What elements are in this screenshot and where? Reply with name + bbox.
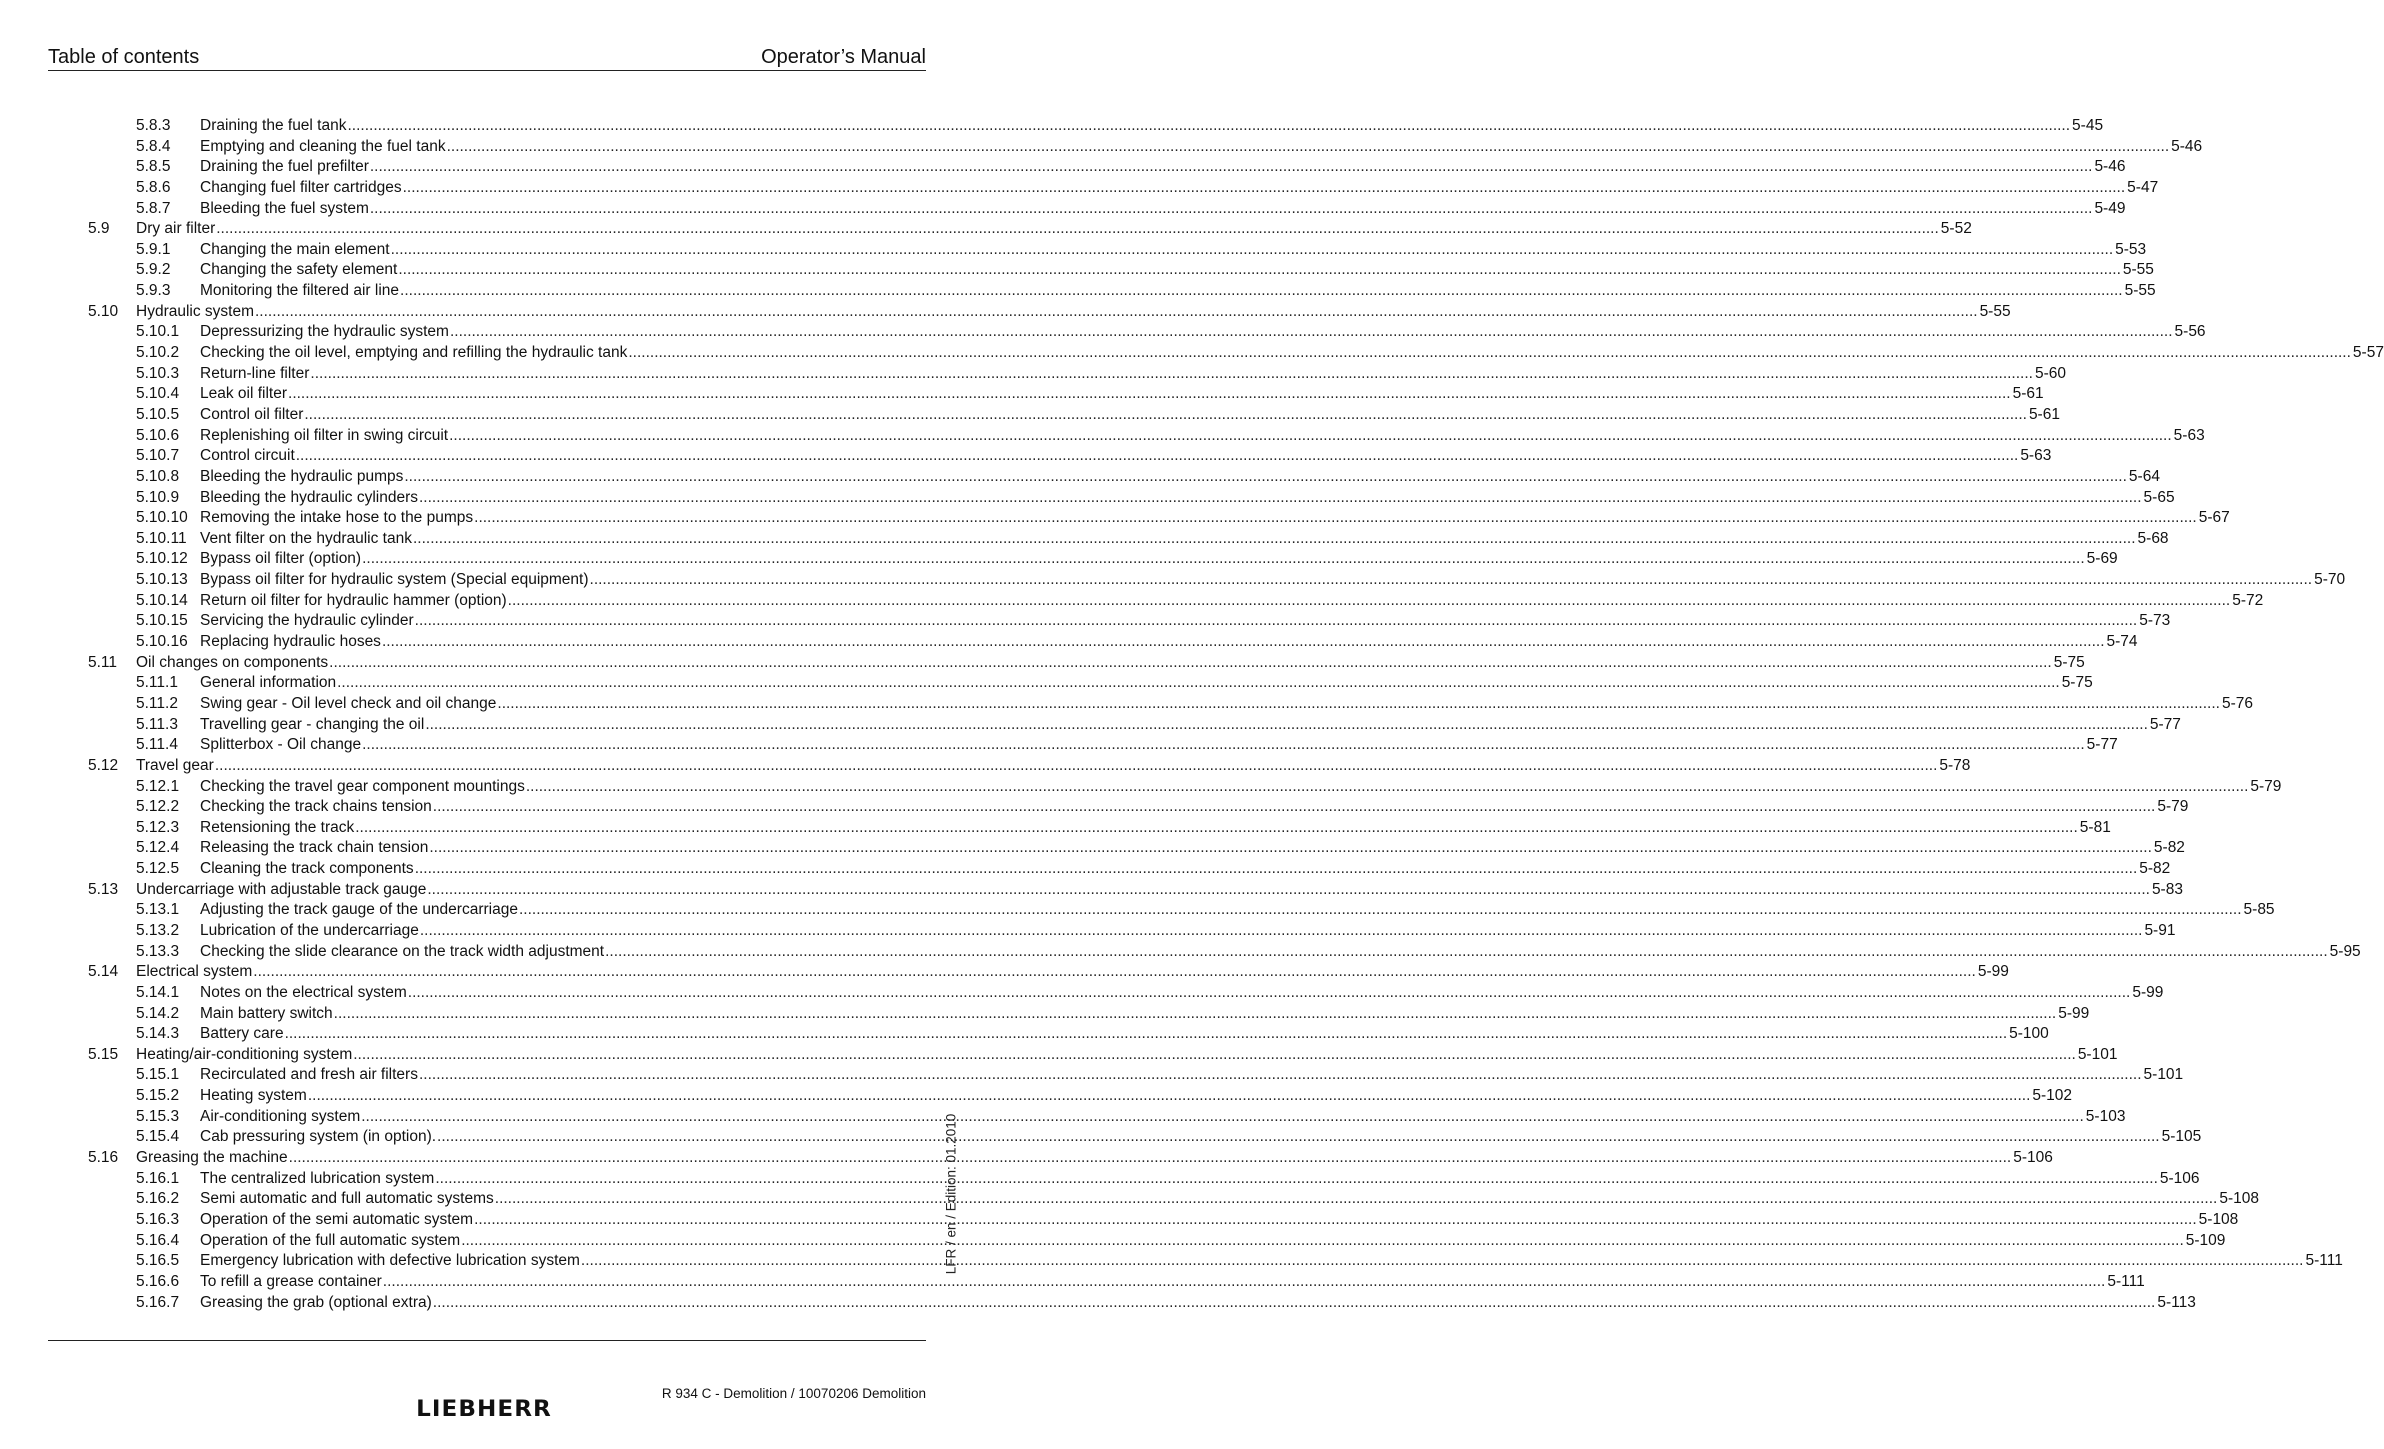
toc-dot-leader: ................................................................................................................................................................................................................................................................................................................................................................................................................ [288,1149,2012,1167]
toc-entry[interactable] [88,1210,2239,1232]
toc-entry-page: 5-63 [2173,426,2205,444]
toc-dot-leader: ................................................................................................................................................................................................................................................................................................................................................................................................................ [437,1128,2160,1146]
toc-entry[interactable] [88,880,2183,902]
toc-entry-title: Retensioning the track [200,818,355,836]
toc-entry-number: 5.8.6 [136,178,171,196]
toc-entry-number: 5.16.6 [136,1272,180,1290]
toc-entry-page: 5-106 [2013,1149,2053,1167]
toc-entry[interactable] [88,942,2361,964]
toc-entry[interactable] [88,323,2206,344]
toc-entry-page: 5-49 [2094,199,2126,217]
toc-dot-leader: ................................................................................................................................................................................................................................................................................................................................................................................................................ [404,467,2127,485]
toc-entry-page: 5-77 [2149,715,2181,733]
toc-entry-number: 5.13.1 [136,901,180,919]
toc-dot-leader: ................................................................................................................................................................................................................................................................................................................................................................................................................ [398,261,2121,279]
toc-entry-number: 5.11.3 [136,715,178,733]
toc-entry[interactable] [88,963,2009,984]
toc-entry-number: 5.10.10 [136,509,188,527]
toc-entry-page: 5-64 [2128,467,2160,485]
toc-entry-page: 5-52 [1940,220,1972,238]
toc-entry-title: Operation of the semi automatic system [200,1210,474,1228]
toc-entry[interactable] [88,798,2189,819]
toc-entry-page: 5-77 [2086,736,2118,754]
toc-entry-title: Monitoring the filtered air line [200,282,400,300]
toc-entry-page: 5-91 [2144,921,2176,939]
toc-entry[interactable] [88,1045,2118,1067]
toc-entry[interactable] [88,653,2085,675]
toc-entry[interactable] [88,158,2126,179]
toc-entry-title: Hydraulic system [136,302,254,320]
toc-entry-number: 5.10.13 [136,571,188,589]
toc-entry-title: Recirculated and fresh air filters [200,1066,418,1084]
toc-dot-leader: ................................................................................................................................................................................................................................................................................................................................................................................................................ [310,364,2033,382]
toc-entry-number: 5.14 [88,963,119,981]
toc-entry-title: Lubrication of the undercarriage [200,921,419,939]
toc-entry-page: 5-60 [2034,364,2066,382]
toc-dot-leader: ................................................................................................................................................................................................................................................................................................................................................................................................................ [414,612,2138,630]
toc-entry-title: Control circuit [200,447,295,465]
toc-entry[interactable] [88,818,2111,840]
toc-entry[interactable] [88,1231,2226,1253]
toc-entry-title: Draining the fuel prefilter [200,158,369,176]
toc-entry-number: 5.16.5 [136,1252,180,1270]
toc-entry[interactable] [88,1293,2196,1315]
toc-dot-leader: ................................................................................................................................................................................................................................................................................................................................................................................................................ [333,1004,2057,1022]
toc-entry-page: 5-73 [2139,612,2171,630]
toc-dot-leader: ................................................................................................................................................................................................................................................................................................................................................................................................................ [400,282,2123,300]
toc-entry[interactable] [88,571,2346,592]
toc-dot-leader: ................................................................................................................................................................................................................................................................................................................................................................................................................ [449,426,2172,444]
toc-entry-page: 5-79 [2157,798,2189,816]
toc-entry[interactable] [88,1107,2126,1129]
toc-entry-number: 5.10 [88,302,119,320]
toc-entry-title: Checking the slide clearance on the track width adjustment [200,942,605,960]
toc-entry[interactable] [88,550,2118,571]
toc-dot-leader: ................................................................................................................................................................................................................................................................................................................................................................................................................ [353,1045,2076,1063]
toc-entry-title: General information [200,674,337,692]
toc-dot-leader: ................................................................................................................................................................................................................................................................................................................................................................................................................ [580,1252,2304,1270]
toc-entry-number: 5.15.4 [136,1128,180,1146]
toc-entry-title: Undercarriage with adjustable track gauge [136,880,427,898]
toc-entry-title: Heating system [200,1087,307,1105]
toc-entry[interactable] [88,1252,2343,1273]
toc-entry-number: 5.9.2 [136,261,171,279]
toc-dot-leader: ................................................................................................................................................................................................................................................................................................................................................................................................................ [507,591,2231,609]
toc-dot-leader: ................................................................................................................................................................................................................................................................................................................................................................................................................ [589,571,2313,589]
toc-entry-title: Draining the fuel tank [200,117,347,134]
toc-entry-title: Bleeding the hydraulic cylinders [200,488,418,506]
toc-entry-number: 5.9 [88,220,110,238]
toc-entry-number: 5.12.1 [136,777,180,795]
toc-dot-leader: ................................................................................................................................................................................................................................................................................................................................................................................................................ [427,880,2150,898]
toc-dot-leader: ................................................................................................................................................................................................................................................................................................................................................................................................................ [474,509,2197,527]
toc-entry[interactable] [88,591,2264,613]
toc-entry-number: 5.16 [88,1149,119,1167]
toc-entry-title: To refill a grease container [200,1272,382,1290]
toc-dot-leader: ................................................................................................................................................................................................................................................................................................................................................................................................................ [355,818,2078,836]
toc-entry-title: Changing fuel filter cartridges [200,178,402,196]
toc-entry-page: 5-85 [2243,901,2275,919]
toc-entry[interactable] [88,1272,2145,1294]
toc-entry-number: 5.16.1 [136,1169,180,1187]
toc-entry-number: 5.10.7 [136,447,180,465]
toc-entry[interactable] [88,364,2066,386]
toc-entry-page: 5-70 [2314,571,2346,589]
toc-entry[interactable] [88,426,2205,448]
toc-dot-leader: ................................................................................................................................................................................................................................................................................................................................................................................................................ [414,860,2138,878]
toc-dot-leader: ................................................................................................................................................................................................................................................................................................................................................................................................................ [362,550,2085,568]
toc-entry-page: 5-106 [2159,1169,2200,1187]
toc-entry-title: Travelling gear - changing the oil [200,715,425,733]
toc-entry[interactable] [88,674,2093,695]
toc-entry[interactable] [88,901,2275,922]
toc-entry-page: 5-67 [2198,509,2230,527]
toc-entry[interactable] [88,302,2011,324]
toc-entry-page: 5-113 [2157,1293,2196,1311]
toc-entry-number: 5.13.2 [136,921,180,939]
toc-entry-title: Bleeding the hydraulic pumps [200,467,404,485]
toc-entry[interactable] [88,921,2176,943]
toc-dot-leader: ................................................................................................................................................................................................................................................................................................................................................................................................................ [307,1087,2031,1105]
toc-entry-title: Heating/air-conditioning system [136,1045,353,1063]
toc-dot-leader: ................................................................................................................................................................................................................................................................................................................................................................................................................ [295,447,2019,465]
toc-entry[interactable] [88,261,2154,282]
toc-dot-leader: ................................................................................................................................................................................................................................................................................................................................................................................................................ [369,158,2093,176]
toc-entry-page: 5-74 [2106,633,2138,651]
toc-dot-leader: ................................................................................................................................................................................................................................................................................................................................................................................................................ [361,1107,2084,1125]
toc-entry-title: Cab pressuring system (in option). [200,1128,437,1146]
toc-entry-page: 5-57 [2352,344,2384,362]
toc-entry-title: Oil changes on components [136,653,329,671]
toc-entry-page: 5-109 [2185,1231,2226,1249]
toc-entry-number: 5.8.3 [136,117,171,134]
toc-entry-page: 5-55 [1979,302,2011,320]
toc-entry-title: Depressurizing the hydraulic system [200,323,449,341]
toc-entry-title: Cleaning the track components [200,860,414,878]
toc-entry-page: 5-95 [2329,942,2361,960]
toc-entry-title: Bypass oil filter (option) [200,550,362,568]
footer-divider [48,1340,926,1341]
toc-dot-leader: ................................................................................................................................................................................................................................................................................................................................................................................................................ [369,199,2093,217]
toc-entry-number: 5.10.11 [136,529,187,547]
toc-dot-leader: ................................................................................................................................................................................................................................................................................................................................................................................................................ [337,674,2060,692]
toc-entry[interactable] [88,860,2171,881]
toc-entry[interactable] [88,633,2138,654]
page-header [48,44,926,71]
toc-entry-title: Replenishing oil filter in swing circuit [200,426,449,444]
toc-dot-leader: ................................................................................................................................................................................................................................................................................................................................................................................................................ [429,839,2152,857]
toc-entry[interactable] [88,612,2171,633]
toc-entry-number: 5.8.4 [136,137,171,155]
toc-entry[interactable] [88,694,2253,716]
toc-entry-page: 5-61 [2012,385,2044,403]
toc-entry-title: Removing the intake hose to the pumps [200,509,474,527]
toc-dot-leader: ................................................................................................................................................................................................................................................................................................................................................................................................................ [432,798,2156,816]
toc-entry[interactable] [88,509,2230,530]
toc-dot-leader: ................................................................................................................................................................................................................................................................................................................................................................................................................ [628,344,2351,362]
toc-entry-number: 5.16.2 [136,1190,180,1208]
toc-entry-number: 5.10.1 [136,323,180,341]
toc-dot-leader: ................................................................................................................................................................................................................................................................................................................................................................................................................ [605,942,2328,960]
toc-entry-title: Operation of the full automatic system [200,1231,461,1249]
toc-entry-title: Emergency lubrication with defective lubrication system [200,1252,580,1270]
toc-entry-number: 5.13 [88,880,119,898]
toc-entry-title: Swing gear - Oil level check and oil change [200,694,497,712]
toc-entry-title: Dry air filter [136,220,216,238]
toc-entry-page: 5-101 [2077,1045,2118,1063]
toc-entry[interactable] [88,736,2118,757]
toc-entry[interactable] [88,1169,2200,1191]
toc-entry-title: Return-line filter [200,364,310,382]
toc-entry-title: Adjusting the track gauge of the undercarriage [200,901,518,919]
toc-dot-leader: ................................................................................................................................................................................................................................................................................................................................................................................................................ [418,1066,2142,1084]
toc-entry-number: 5.11.4 [136,736,178,754]
toc-dot-leader: ................................................................................................................................................................................................................................................................................................................................................................................................................ [288,385,2011,403]
toc-entry[interactable] [88,529,2169,551]
toc-entry[interactable] [88,715,2181,737]
toc-entry-page: 5-46 [2171,137,2203,155]
toc-dot-leader: ................................................................................................................................................................................................................................................................................................................................................................................................................ [474,1210,2197,1228]
toc-entry-number: 5.10.6 [136,426,180,444]
toc-entry-number: 5.12 [88,756,119,774]
toc-dot-leader: ................................................................................................................................................................................................................................................................................................................................................................................................................ [347,117,2071,134]
toc-entry-page: 5-55 [2122,261,2154,279]
toc-dot-leader: ................................................................................................................................................................................................................................................................................................................................................................................................................ [497,694,2220,712]
toc-entry-title: Leak oil filter [200,385,288,403]
toc-dot-leader: ................................................................................................................................................................................................................................................................................................................................................................................................................ [304,405,2027,423]
toc-entry-page: 5-76 [2221,694,2253,712]
toc-dot-leader: ................................................................................................................................................................................................................................................................................................................................................................................................................ [253,963,1976,981]
toc-entry[interactable] [88,1087,2073,1108]
toc-entry-page: 5-68 [2137,529,2169,547]
footer-model-info: R 934 C - Demolition / 10070206 Demolition [661,1386,926,1401]
toc-entry[interactable] [88,1066,2184,1087]
toc-dot-leader: ................................................................................................................................................................................................................................................................................................................................................................................................................ [432,1293,2156,1311]
toc-entry-page: 5-101 [2143,1066,2184,1084]
toc-entry-number: 5.12.2 [136,798,180,816]
toc-dot-leader: ................................................................................................................................................................................................................................................................................................................................................................................................................ [402,178,2126,196]
toc-entry-page: 5-53 [2115,240,2147,258]
toc-entry-page: 5-111 [2107,1272,2145,1290]
toc-entry-number: 5.10.16 [136,633,188,651]
toc-entry-number: 5.10.3 [136,364,180,382]
toc-dot-leader: ................................................................................................................................................................................................................................................................................................................................................................................................................ [449,323,2173,341]
toc-entry[interactable] [88,385,2044,406]
toc-entry-page: 5-111 [2305,1252,2343,1270]
toc-entry-title: Battery care [200,1025,284,1043]
toc-entry[interactable] [88,405,2060,427]
toc-entry-number: 5.10.14 [136,591,188,609]
toc-entry[interactable] [88,282,2156,303]
toc-entry-number: 5.16.7 [136,1293,180,1311]
toc-entry[interactable] [88,839,2185,860]
toc-dot-leader: ................................................................................................................................................................................................................................................................................................................................................................................................................ [525,777,2249,795]
toc-entry-page: 5-99 [2058,1004,2090,1022]
toc-entry-page: 5-46 [2094,158,2126,176]
toc-entry-title: Checking the oil level, emptying and refilling the hydraulic tank [200,344,628,362]
toc-entry-title: Electrical system [136,963,253,981]
toc-dot-leader: ................................................................................................................................................................................................................................................................................................................................................................................................................ [412,529,2136,547]
toc-entry-page: 5-82 [2139,860,2171,878]
toc-entry-title: Semi automatic and full automatic systems [200,1190,494,1208]
toc-entry-number: 5.15.2 [136,1087,180,1105]
toc-entry-title: Emptying and cleaning the fuel tank [200,137,446,155]
toc-entry-page: 5-56 [2174,323,2206,341]
toc-entry-title: Servicing the hydraulic cylinder [200,612,414,630]
toc-entry-page: 5-83 [2151,880,2183,898]
toc-dot-leader: ................................................................................................................................................................................................................................................................................................................................................................................................................ [494,1190,2218,1208]
toc-entry-number: 5.10.4 [136,385,180,403]
toc-entry-page: 5-65 [2143,488,2175,506]
toc-dot-leader: ................................................................................................................................................................................................................................................................................................................................................................................................................ [518,901,2242,919]
header-manual-title: Operator’s Manual [761,46,926,68]
toc-entry[interactable] [88,1128,2202,1149]
toc-entry-page: 5-81 [2079,818,2111,836]
toc-entry[interactable] [88,467,2160,489]
toc-entry-number: 5.10.2 [136,344,180,362]
toc-dot-leader: ................................................................................................................................................................................................................................................................................................................................................................................................................ [329,653,2052,671]
toc-entry-page: 5-75 [2053,653,2085,671]
toc-entry[interactable] [88,777,2282,799]
toc-entry-page: 5-75 [2061,674,2093,692]
toc-entry[interactable] [88,199,2126,221]
toc-entry-number: 5.14.3 [136,1025,180,1043]
toc-entry[interactable] [88,178,2159,200]
toc-entry-page: 5-69 [2086,550,2118,568]
toc-entry-page: 5-72 [2232,591,2264,609]
toc-dot-leader: ................................................................................................................................................................................................................................................................................................................................................................................................................ [382,1272,2106,1290]
toc-entry-title: Bypass oil filter for hydraulic system (Special equipment) [200,571,589,589]
toc-dot-leader: ................................................................................................................................................................................................................................................................................................................................................................................................................ [419,921,2143,939]
toc-dot-leader: ................................................................................................................................................................................................................................................................................................................................................................................................................ [216,220,1939,238]
toc-entry-number: 5.14.1 [136,983,180,1001]
toc-entry-number: 5.12.3 [136,818,180,836]
toc-entry[interactable] [88,344,2384,365]
edition-note [941,1104,961,1284]
toc-entry[interactable] [88,488,2175,510]
toc-entry-number: 5.12.5 [136,860,180,878]
toc-dot-leader: ................................................................................................................................................................................................................................................................................................................................................................................................................ [407,983,2131,1001]
toc-dot-leader: ................................................................................................................................................................................................................................................................................................................................................................................................................ [381,633,2105,651]
toc-entry[interactable] [88,983,2164,1005]
toc-entry-page: 5-105 [2161,1128,2202,1146]
toc-entry[interactable] [88,1190,2259,1211]
toc-dot-leader: ................................................................................................................................................................................................................................................................................................................................................................................................................ [418,488,2142,506]
toc-entry-title: Changing the main element [200,240,390,258]
toc-dot-leader: ................................................................................................................................................................................................................................................................................................................................................................................................................ [461,1231,2184,1249]
toc-entry-number: 5.10.15 [136,612,188,630]
toc-dot-leader: ................................................................................................................................................................................................................................................................................................................................................................................................................ [425,715,2148,733]
toc-entry-page: 5-99 [2132,983,2164,1001]
toc-entry-page: 5-108 [2198,1210,2239,1228]
toc-entry-title: Return oil filter for hydraulic hammer (option) [200,591,507,609]
toc-entry-number: 5.8.7 [136,199,171,217]
toc-entry-number: 5.11 [88,653,118,671]
toc-entry-title: Changing the safety element [200,261,398,279]
toc-entry-number: 5.14.2 [136,1004,180,1022]
toc-entry-title: Travel gear [136,756,214,774]
toc-entry-title: Notes on the electrical system [200,983,407,1001]
toc-entry-number: 5.11.2 [136,694,178,712]
toc-entry-page: 5-45 [2072,117,2104,134]
toc-entry-number: 5.9.1 [136,240,171,258]
toc-dot-leader: ................................................................................................................................................................................................................................................................................................................................................................................................................ [390,240,2114,258]
toc-entry-number: 5.12.4 [136,839,180,857]
toc-entry-page: 5-100 [2009,1025,2049,1043]
toc-entry-number: 5.15.1 [136,1066,180,1084]
toc-entry-title: Greasing the grab (optional extra) [200,1293,432,1311]
toc-entry[interactable] [88,220,1972,241]
toc-entry-title: Air-conditioning system [200,1107,361,1125]
toc-entry-page: 5-103 [2085,1107,2126,1125]
toc-entry-page: 5-108 [2219,1190,2259,1208]
toc-entry-page: 5-47 [2127,178,2159,196]
toc-entry-number: 5.10.12 [136,550,188,568]
toc-entry[interactable] [88,1025,2049,1046]
toc-entry-page: 5-82 [2153,839,2185,857]
toc-dot-leader: ................................................................................................................................................................................................................................................................................................................................................................................................................ [214,756,1938,774]
toc-entry-title: The centralized lubrication system [200,1169,435,1187]
toc-entry-number: 5.10.8 [136,467,180,485]
toc-entry-title: Releasing the track chain tension [200,839,429,857]
toc-entry-title: Replacing hydraulic hoses [200,633,381,651]
toc-dot-leader: ................................................................................................................................................................................................................................................................................................................................................................................................................ [284,1025,2008,1043]
toc-entry-title: Checking the track chains tension [200,798,432,816]
toc-entry-number: 5.13.3 [136,942,180,960]
edition-note-text: LFR / en / Edition: 01.2010 [943,1113,959,1275]
toc-entry-page: 5-63 [2020,447,2052,465]
toc-entry[interactable] [88,447,2052,468]
toc-dot-leader: ................................................................................................................................................................................................................................................................................................................................................................................................................ [446,137,2170,155]
toc-entry-page: 5-55 [2124,282,2156,300]
toc-entry[interactable] [88,137,2203,159]
toc-entry-title: Bleeding the fuel system [200,199,369,217]
toc-entry-title: Control oil filter [200,405,304,423]
toc-entry[interactable] [88,1004,2090,1026]
toc-entry-number: 5.10.5 [136,405,180,423]
liebherr-logo: LIEBHERR [416,1396,552,1422]
toc-entry-number: 5.11.1 [136,674,178,692]
toc-entry[interactable] [88,1149,2053,1170]
toc-entry-number: 5.16.3 [136,1210,180,1228]
toc-entry-title: Checking the travel gear component mountings [200,777,525,795]
toc-entry-title: Vent filter on the hydraulic tank [200,529,412,547]
toc-entry-number: 5.10.9 [136,488,180,506]
toc-entry-number: 5.8.5 [136,158,171,176]
toc-entry-page: 5-102 [2032,1087,2073,1105]
toc-entry-title: Splitterbox - Oil change [200,736,362,754]
toc-entry-page: 5-99 [1977,963,2009,981]
toc-entry-page: 5-79 [2250,777,2282,795]
toc-dot-leader: ................................................................................................................................................................................................................................................................................................................................................................................................................ [255,302,1978,320]
header-section-title: Table of contents [48,46,200,68]
toc-entry-page: 5-61 [2028,405,2060,423]
toc-entry[interactable] [88,117,2104,138]
toc-entry-number: 5.16.4 [136,1231,180,1249]
toc-entry-title: Greasing the machine [136,1149,288,1167]
toc-dot-leader: ................................................................................................................................................................................................................................................................................................................................................................................................................ [362,736,2085,754]
toc-entry[interactable] [88,240,2147,262]
toc-entry[interactable] [88,756,1971,778]
toc-dot-leader: ................................................................................................................................................................................................................................................................................................................................................................................................................ [435,1169,2158,1187]
toc-entry-page: 5-78 [1939,756,1971,774]
toc-entry-number: 5.15 [88,1045,119,1063]
toc-entry-number: 5.15.3 [136,1107,180,1125]
toc-entry-title: Main battery switch [200,1004,333,1022]
toc-entry-number: 5.9.3 [136,282,171,300]
